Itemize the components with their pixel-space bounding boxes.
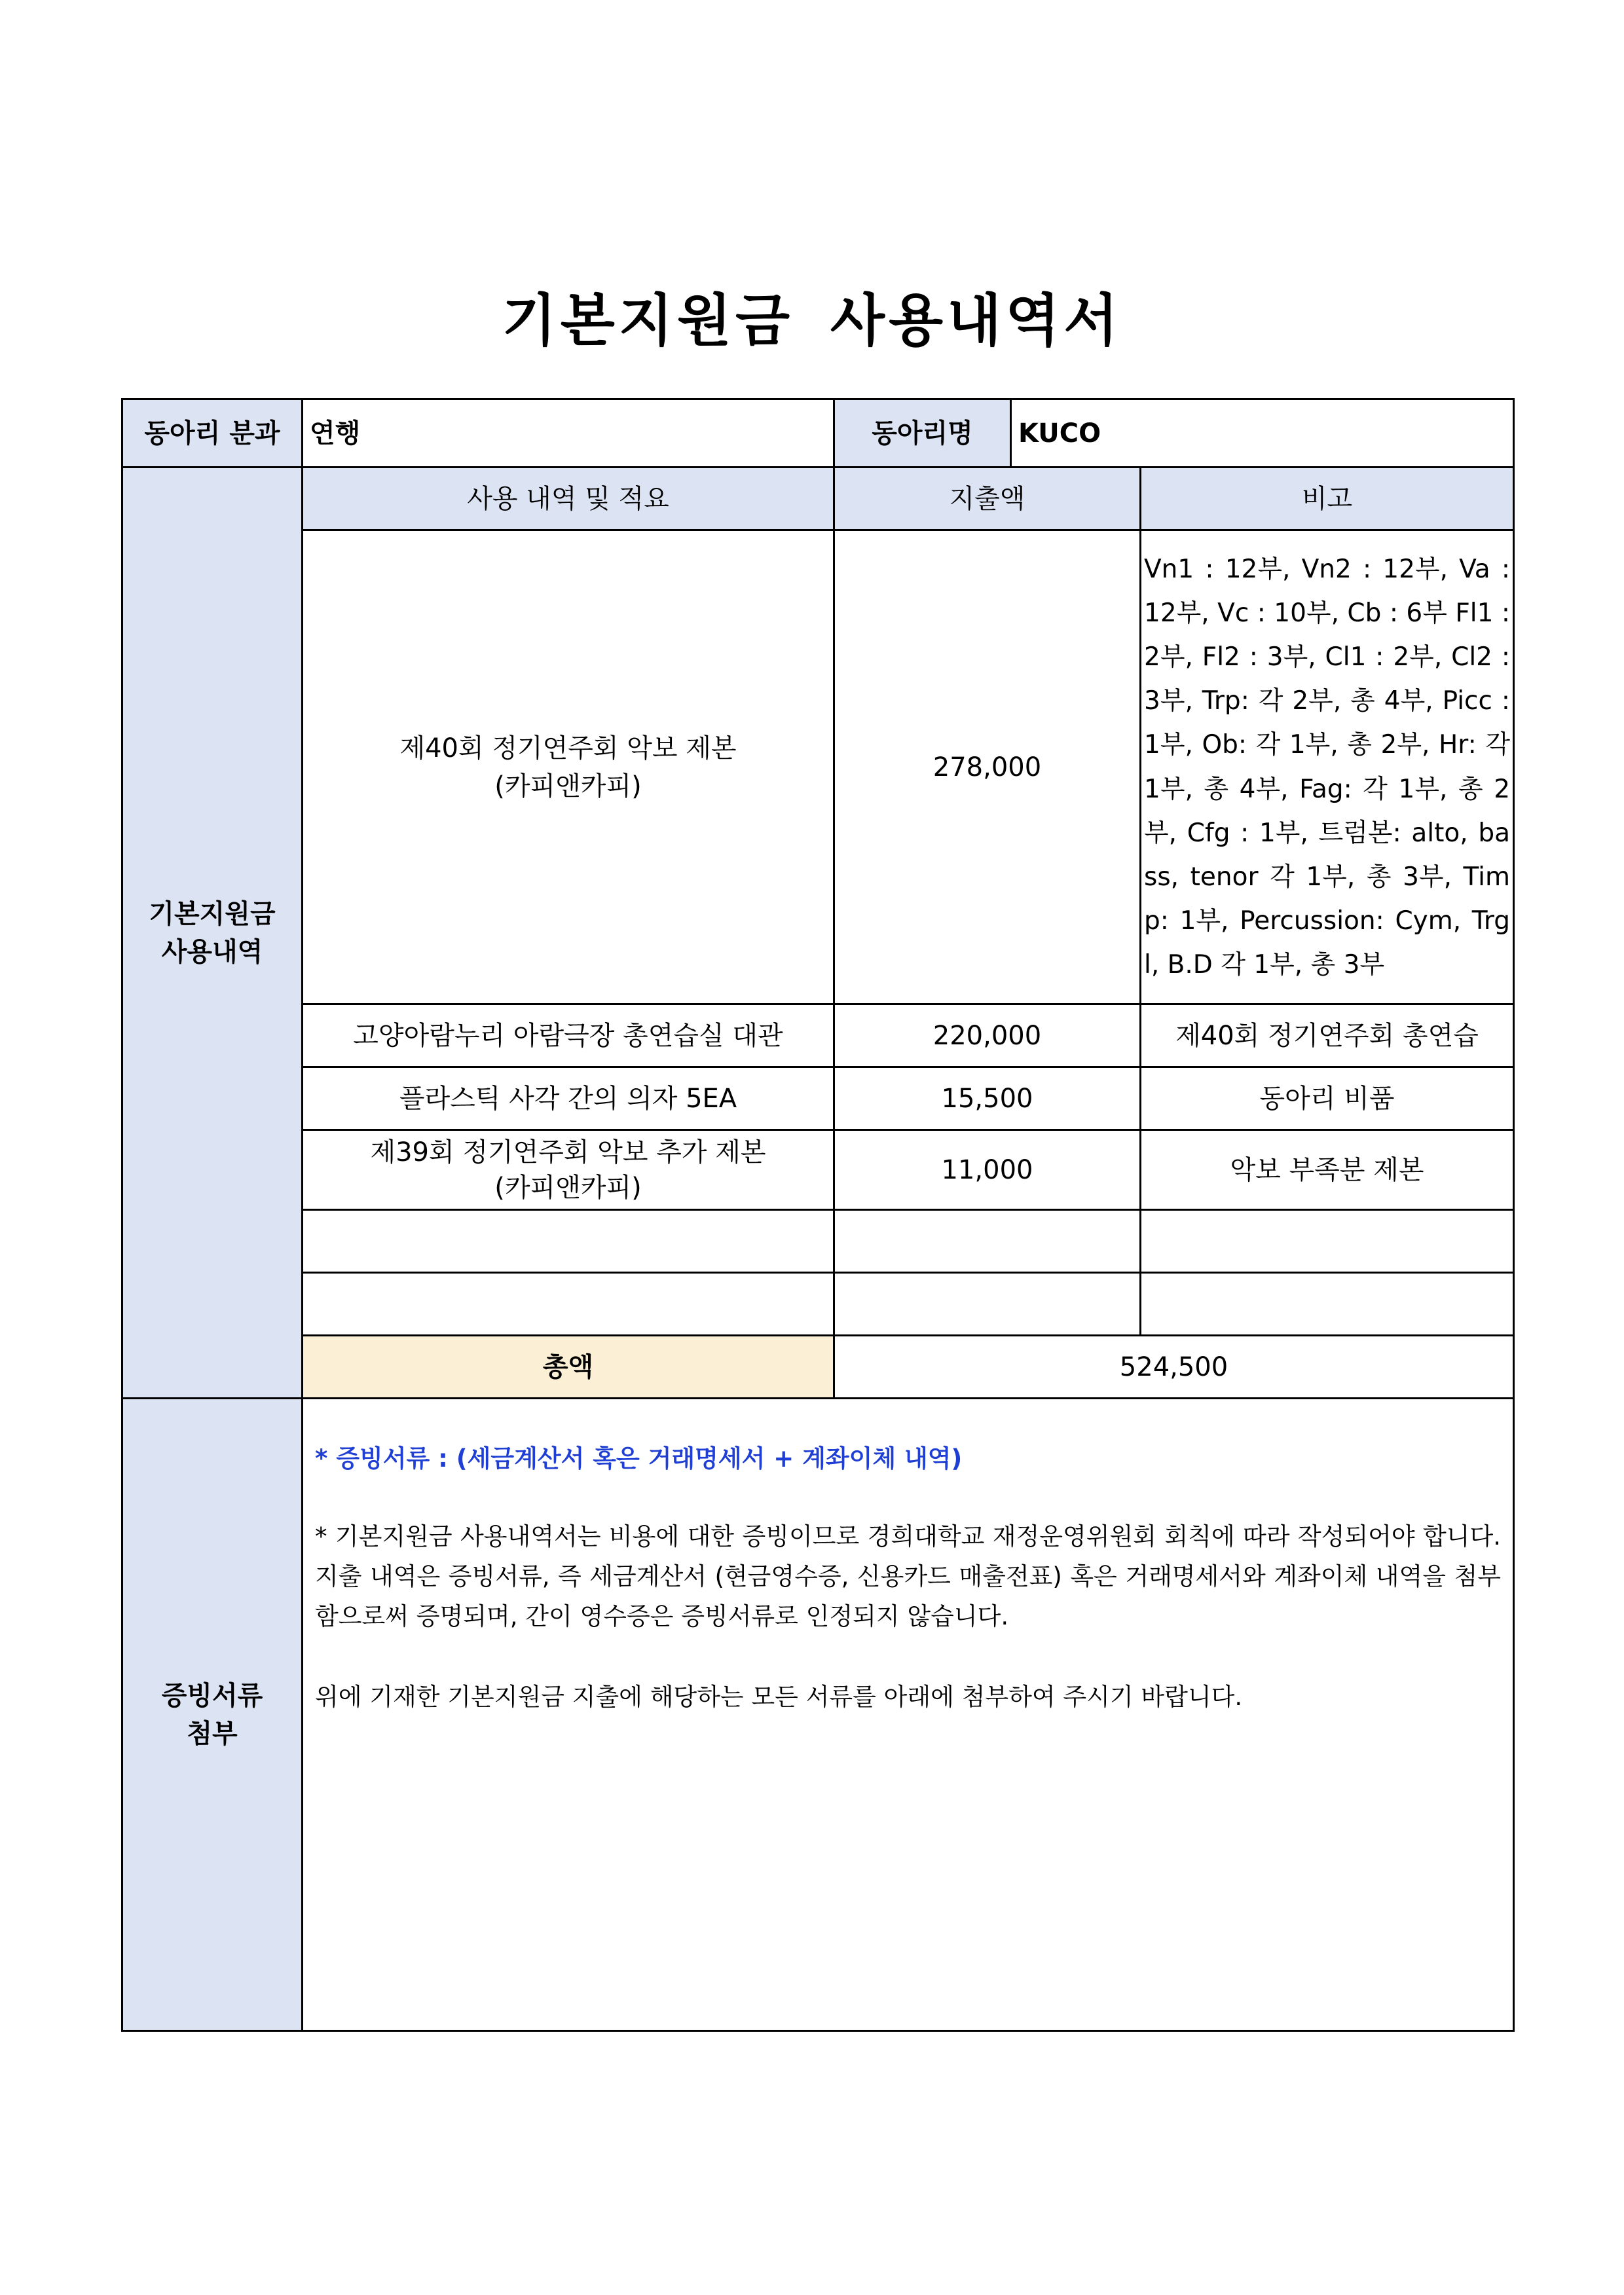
total-value: 524,500 bbox=[834, 1336, 1514, 1399]
row-description-line1: 제39회 정기연주회 악보 추가 제본 bbox=[370, 1137, 766, 1167]
empty-note-cell bbox=[1141, 1210, 1514, 1273]
evidence-content bbox=[303, 1399, 1514, 2031]
row-note: 동아리 비품 bbox=[1141, 1067, 1514, 1130]
usage-report-table bbox=[121, 398, 1515, 2032]
empty-row bbox=[122, 1210, 1514, 1273]
row-note: 악보 부족분 제본 bbox=[1141, 1130, 1514, 1210]
empty-amount-cell bbox=[834, 1210, 1141, 1273]
column-header-amount: 지출액 bbox=[834, 468, 1141, 530]
row-note: Vn1 : 12부, Vn2 : 12부, Va : 12부, Vc : 10부, Cb : 6부 Fl1 : 2부, Fl2 : 3부, Cl1 : 2부, Cl2 : 3부, Trp: 각 2부, 총 4부, Picc : 1부, Ob: 각 1부, 총 2부, Hr: 각 1부, 총 4부, Fag: 각 1부, 총 2부, Cfg : 1부, 트럼본: alto, bass, tenor 각 1부, 총 3부, Timp: 1부, Percussion: Cym, Trgl, B.D 각 1부, 총 3부 bbox=[1141, 530, 1514, 1004]
row-description bbox=[303, 1130, 834, 1210]
total-label: 총액 bbox=[303, 1336, 834, 1399]
empty-row bbox=[122, 1273, 1514, 1336]
row-description-line1: 제40회 정기연주회 악보 제본 bbox=[399, 733, 737, 763]
category-value: 연행 bbox=[303, 399, 834, 468]
empty-amount-cell bbox=[834, 1273, 1141, 1336]
usage-section-label-line1: 기본지원금 bbox=[149, 898, 276, 929]
column-header-description: 사용 내역 및 적요 bbox=[303, 468, 834, 530]
page-title: 기본지원금 사용내역서 bbox=[502, 288, 1122, 354]
category-label: 동아리 분과 bbox=[122, 399, 303, 468]
evidence-heading: * 증빙서류 : (세금계산서 혹은 거래명세서 + 계좌이체 내역) bbox=[315, 1444, 963, 1473]
header-row bbox=[122, 399, 1514, 468]
evidence-section-label bbox=[122, 1399, 303, 2031]
club-name-label: 동아리명 bbox=[834, 399, 1011, 468]
table-row bbox=[122, 1067, 1514, 1130]
row-description-line2: (카피앤카피) bbox=[494, 771, 642, 801]
club-name-value: KUCO bbox=[1011, 399, 1514, 468]
row-description bbox=[303, 530, 834, 1004]
empty-description-cell bbox=[303, 1210, 834, 1273]
evidence-section-label-line1: 증빙서류 bbox=[161, 1680, 263, 1711]
empty-note-cell bbox=[1141, 1273, 1514, 1336]
total-row bbox=[122, 1336, 1514, 1399]
evidence-row bbox=[122, 1399, 1514, 2031]
row-amount: 15,500 bbox=[834, 1067, 1141, 1130]
table-row bbox=[122, 1130, 1514, 1210]
evidence-section-label-line2: 첨부 bbox=[187, 1718, 238, 1749]
evidence-paragraph: * 기본지원금 사용내역서는 비용에 대한 증빙이므로 경희대학교 재정운영위원회 회칙에 따라 작성되어야 합니다. 지출 내역은 증빙서류, 즉 세금계산서 (현금영수증, 신용카드 매출전표) 혹은 거래명세서와 계좌이체 내역을 첨부함으로써 증명되며, 간이 영수증은 증빙서류로 인정되지 않습니다. bbox=[315, 1522, 1502, 1631]
usage-section-label bbox=[122, 468, 303, 1399]
row-description: 플라스틱 사각 간의 의자 5EA bbox=[303, 1067, 834, 1130]
row-amount: 11,000 bbox=[834, 1130, 1141, 1210]
column-header-note: 비고 bbox=[1141, 468, 1514, 530]
empty-description-cell bbox=[303, 1273, 834, 1336]
column-header-row bbox=[122, 468, 1514, 530]
row-note: 제40회 정기연주회 총연습 bbox=[1141, 1004, 1514, 1067]
evidence-instruction: 위에 기재한 기본지원금 지출에 해당하는 모든 서류를 아래에 첨부하여 주시기 바랍니다. bbox=[315, 1683, 1243, 1712]
row-amount: 220,000 bbox=[834, 1004, 1141, 1067]
usage-section-label-line2: 사용내역 bbox=[161, 936, 263, 967]
table-row bbox=[122, 530, 1514, 1004]
row-amount: 278,000 bbox=[834, 530, 1141, 1004]
row-description-line2: (카피앤카피) bbox=[494, 1172, 642, 1203]
table-row bbox=[122, 1004, 1514, 1067]
row-description: 고양아람누리 아람극장 총연습실 대관 bbox=[303, 1004, 834, 1067]
